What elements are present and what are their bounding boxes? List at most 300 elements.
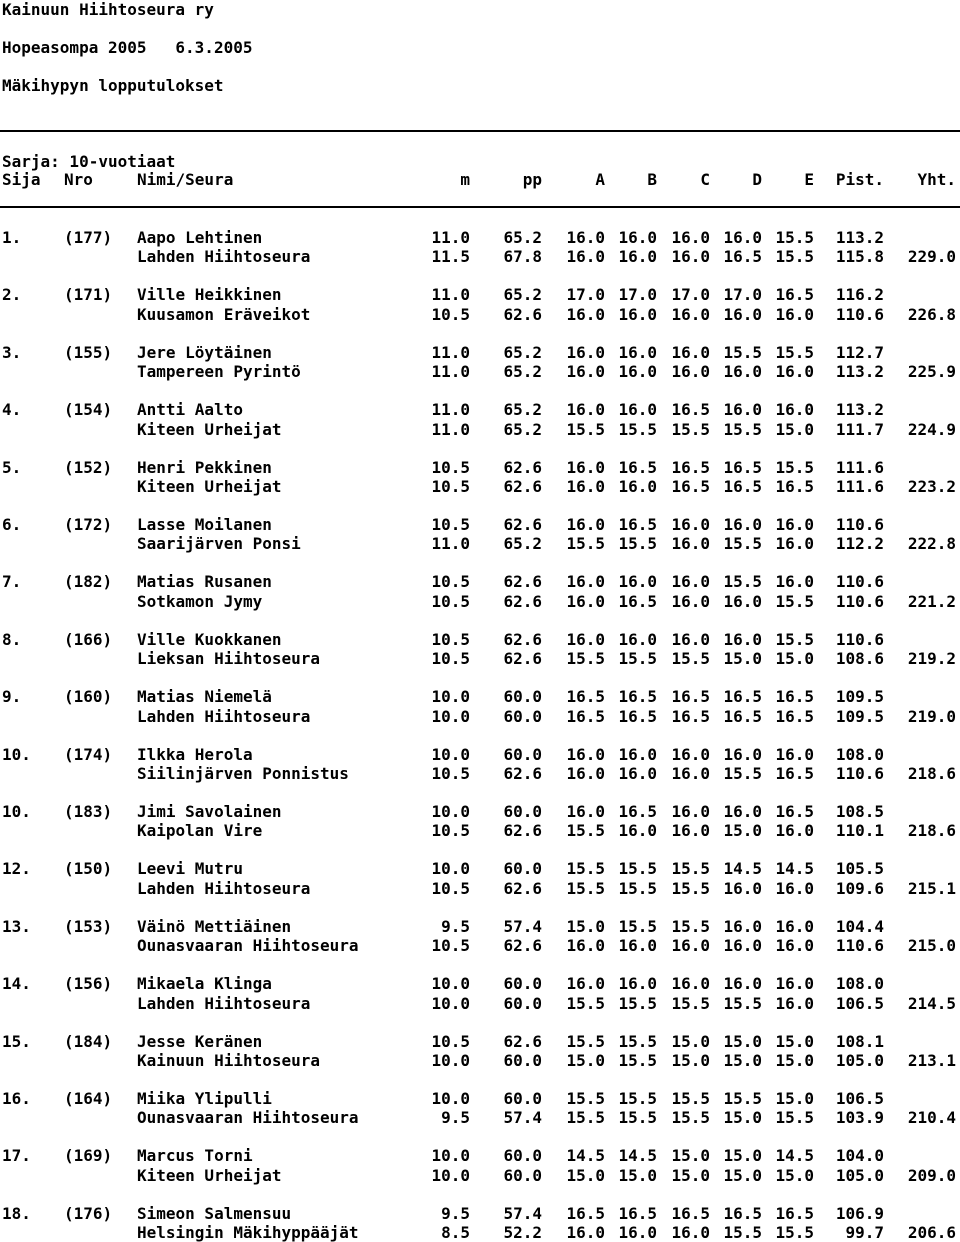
table-row <box>0 477 960 496</box>
total-cell: 215.1 <box>907 879 956 898</box>
judge-d-cell: 17.0 <box>723 285 762 304</box>
judge-e-cell: 16.0 <box>775 305 814 324</box>
distance-cell: 9.5 <box>441 917 470 936</box>
judge-d-cell: 15.5 <box>723 994 762 1013</box>
distance-points-cell: 62.6 <box>503 630 542 649</box>
points-cell: 108.0 <box>835 745 884 764</box>
bib-number-cell: (160) <box>64 687 113 706</box>
judge-a-cell: 15.5 <box>566 649 605 668</box>
distance-points-cell: 60.0 <box>503 1166 542 1185</box>
col-name: Nimi/Seura <box>137 170 234 189</box>
judge-d-cell: 15.0 <box>723 1051 762 1070</box>
col-points: Pist. <box>835 170 884 189</box>
judge-b-cell: 16.0 <box>618 228 657 247</box>
distance-points-cell: 60.0 <box>503 802 542 821</box>
bib-number-cell: (176) <box>64 1204 113 1223</box>
judge-e-cell: 16.0 <box>775 821 814 840</box>
judge-a-cell: 16.5 <box>566 1204 605 1223</box>
athlete-name-cell: Lasse Moilanen <box>137 515 272 534</box>
points-cell: 109.5 <box>835 707 884 726</box>
judge-a-cell: 16.0 <box>566 247 605 266</box>
judge-a-cell: 16.0 <box>566 228 605 247</box>
club-title: Kainuun Hiihtoseura ry <box>2 0 214 19</box>
table-row <box>0 879 960 898</box>
bib-number-cell: (182) <box>64 572 113 591</box>
points-cell: 113.2 <box>835 228 884 247</box>
table-row <box>0 285 960 304</box>
bib-number-cell: (164) <box>64 1089 113 1108</box>
distance-points-cell: 62.6 <box>503 821 542 840</box>
bib-number-cell: (169) <box>64 1146 113 1165</box>
distance-points-cell: 65.2 <box>503 420 542 439</box>
distance-points-cell: 57.4 <box>503 917 542 936</box>
distance-points-cell: 62.6 <box>503 649 542 668</box>
distance-cell: 10.0 <box>431 1146 470 1165</box>
judge-a-cell: 16.0 <box>566 477 605 496</box>
table-row <box>0 630 960 649</box>
distance-points-cell: 62.6 <box>503 879 542 898</box>
club-name-cell: Ounasvaaran Hiihtoseura <box>137 1108 359 1127</box>
table-row <box>0 917 960 936</box>
judge-e-cell: 15.5 <box>775 228 814 247</box>
points-cell: 106.5 <box>835 1089 884 1108</box>
event-date: 6.3.2005 <box>175 38 253 57</box>
judge-e-cell: 16.5 <box>775 687 814 706</box>
total-cell: 226.8 <box>907 305 956 324</box>
points-cell: 110.1 <box>835 821 884 840</box>
judge-a-cell: 15.0 <box>566 917 605 936</box>
athlete-name-cell: Miika Ylipulli <box>137 1089 272 1108</box>
judge-e-cell: 15.0 <box>775 1051 814 1070</box>
judge-c-cell: 16.0 <box>671 821 710 840</box>
bib-number-cell: (184) <box>64 1032 113 1051</box>
distance-cell: 11.0 <box>431 420 470 439</box>
distance-points-cell: 62.6 <box>503 936 542 955</box>
distance-cell: 10.5 <box>431 630 470 649</box>
judge-e-cell: 16.0 <box>775 362 814 381</box>
distance-points-cell: 60.0 <box>503 687 542 706</box>
points-cell: 106.5 <box>835 994 884 1013</box>
col-rank: Sija <box>2 170 41 189</box>
judge-d-cell: 16.0 <box>723 974 762 993</box>
judge-b-cell: 16.0 <box>618 630 657 649</box>
points-cell: 110.6 <box>835 936 884 955</box>
judge-a-cell: 16.0 <box>566 764 605 783</box>
distance-points-cell: 65.2 <box>503 400 542 419</box>
club-name-cell: Sotkamon Jymy <box>137 592 263 611</box>
distance-cell: 11.0 <box>431 534 470 553</box>
judge-e-cell: 16.0 <box>775 745 814 764</box>
judge-d-cell: 16.0 <box>723 802 762 821</box>
rank-cell: 3. <box>2 343 22 362</box>
judge-d-cell: 15.5 <box>723 1089 762 1108</box>
athlete-name-cell: Väinö Mettiäinen <box>137 917 292 936</box>
judge-b-cell: 15.5 <box>618 420 657 439</box>
distance-cell: 11.0 <box>431 228 470 247</box>
total-cell: 210.4 <box>907 1108 956 1127</box>
judge-b-cell: 16.0 <box>618 572 657 591</box>
judge-a-cell: 16.0 <box>566 515 605 534</box>
table-row <box>0 572 960 591</box>
table-row <box>0 764 960 783</box>
top-divider <box>0 130 960 132</box>
distance-cell: 10.5 <box>431 305 470 324</box>
judge-e-cell: 15.5 <box>775 630 814 649</box>
judge-a-cell: 15.0 <box>566 1166 605 1185</box>
judge-d-cell: 15.5 <box>723 764 762 783</box>
judge-d-cell: 16.5 <box>723 477 762 496</box>
judge-b-cell: 15.5 <box>618 1108 657 1127</box>
distance-points-cell: 65.2 <box>503 343 542 362</box>
points-cell: 110.6 <box>835 515 884 534</box>
points-cell: 111.6 <box>835 458 884 477</box>
judge-e-cell: 16.0 <box>775 515 814 534</box>
athlete-name-cell: Antti Aalto <box>137 400 243 419</box>
judge-a-cell: 15.5 <box>566 879 605 898</box>
judge-a-cell: 16.0 <box>566 974 605 993</box>
points-cell: 112.7 <box>835 343 884 362</box>
judge-b-cell: 15.5 <box>618 994 657 1013</box>
athlete-name-cell: Ville Heikkinen <box>137 285 282 304</box>
rank-cell: 7. <box>2 572 22 591</box>
bib-number-cell: (155) <box>64 343 113 362</box>
distance-cell: 11.0 <box>431 400 470 419</box>
judge-d-cell: 16.5 <box>723 707 762 726</box>
judge-b-cell: 17.0 <box>618 285 657 304</box>
points-cell: 106.9 <box>835 1204 884 1223</box>
rank-cell: 9. <box>2 687 22 706</box>
col-total: Yht. <box>917 170 956 189</box>
rank-cell: 10. <box>2 802 31 821</box>
judge-c-cell: 15.0 <box>671 1032 710 1051</box>
distance-cell: 10.0 <box>431 1051 470 1070</box>
points-cell: 105.0 <box>835 1051 884 1070</box>
total-cell: 221.2 <box>907 592 956 611</box>
judge-a-cell: 16.5 <box>566 687 605 706</box>
athlete-name-cell: Jesse Keränen <box>137 1032 263 1051</box>
athlete-name-cell: Aapo Lehtinen <box>137 228 263 247</box>
judge-a-cell: 16.0 <box>566 936 605 955</box>
distance-points-cell: 62.6 <box>503 515 542 534</box>
rank-cell: 8. <box>2 630 22 649</box>
judge-a-cell: 15.5 <box>566 1108 605 1127</box>
distance-points-cell: 52.2 <box>503 1223 542 1242</box>
judge-d-cell: 16.5 <box>723 1204 762 1223</box>
distance-cell: 10.5 <box>431 649 470 668</box>
points-cell: 99.7 <box>845 1223 884 1242</box>
judge-d-cell: 15.5 <box>723 343 762 362</box>
distance-cell: 10.5 <box>431 821 470 840</box>
judge-a-cell: 15.5 <box>566 1089 605 1108</box>
total-cell: 223.2 <box>907 477 956 496</box>
judge-e-cell: 16.5 <box>775 764 814 783</box>
points-cell: 110.6 <box>835 592 884 611</box>
judge-e-cell: 14.5 <box>775 859 814 878</box>
athlete-name-cell: Marcus Torni <box>137 1146 253 1165</box>
judge-d-cell: 16.0 <box>723 936 762 955</box>
club-name-cell: Kiteen Urheijat <box>137 1166 282 1185</box>
club-name-cell: Lahden Hiihtoseura <box>137 879 311 898</box>
table-row <box>0 1204 960 1223</box>
judge-b-cell: 15.5 <box>618 859 657 878</box>
distance-cell: 10.5 <box>431 572 470 591</box>
distance-cell: 9.5 <box>441 1108 470 1127</box>
judge-b-cell: 16.0 <box>618 343 657 362</box>
club-name-cell: Ounasvaaran Hiihtoseura <box>137 936 359 955</box>
judge-a-cell: 16.0 <box>566 802 605 821</box>
distance-points-cell: 67.8 <box>503 247 542 266</box>
distance-points-cell: 60.0 <box>503 994 542 1013</box>
judge-d-cell: 16.0 <box>723 745 762 764</box>
judge-c-cell: 15.5 <box>671 1089 710 1108</box>
total-cell: 225.9 <box>907 362 956 381</box>
judge-a-cell: 15.5 <box>566 821 605 840</box>
table-row <box>0 343 960 362</box>
bib-number-cell: (177) <box>64 228 113 247</box>
judge-c-cell: 15.0 <box>671 1146 710 1165</box>
bib-number-cell: (174) <box>64 745 113 764</box>
table-row <box>0 420 960 439</box>
athlete-name-cell: Ville Kuokkanen <box>137 630 282 649</box>
distance-points-cell: 62.6 <box>503 764 542 783</box>
judge-c-cell: 15.5 <box>671 420 710 439</box>
judge-b-cell: 15.5 <box>618 1051 657 1070</box>
rank-cell: 15. <box>2 1032 31 1051</box>
judge-d-cell: 15.0 <box>723 649 762 668</box>
bib-number-cell: (183) <box>64 802 113 821</box>
bib-number-cell: (154) <box>64 400 113 419</box>
judge-e-cell: 16.5 <box>775 707 814 726</box>
judge-a-cell: 15.5 <box>566 994 605 1013</box>
distance-cell: 9.5 <box>441 1204 470 1223</box>
table-row <box>0 802 960 821</box>
points-cell: 104.0 <box>835 1146 884 1165</box>
col-judge-a: A <box>595 170 605 189</box>
judge-c-cell: 15.5 <box>671 859 710 878</box>
distance-points-cell: 62.6 <box>503 572 542 591</box>
total-cell: 219.2 <box>907 649 956 668</box>
judge-c-cell: 16.0 <box>671 515 710 534</box>
event-line <box>2 38 252 57</box>
total-cell: 206.6 <box>907 1223 956 1242</box>
total-cell: 213.1 <box>907 1051 956 1070</box>
judge-c-cell: 15.5 <box>671 1108 710 1127</box>
rank-cell: 6. <box>2 515 22 534</box>
judge-e-cell: 15.5 <box>775 343 814 362</box>
table-row <box>0 1223 960 1242</box>
judge-a-cell: 15.0 <box>566 1051 605 1070</box>
distance-points-cell: 62.6 <box>503 477 542 496</box>
judge-e-cell: 15.5 <box>775 1108 814 1127</box>
judge-a-cell: 15.5 <box>566 420 605 439</box>
points-cell: 108.6 <box>835 649 884 668</box>
points-cell: 110.6 <box>835 572 884 591</box>
judge-a-cell: 16.5 <box>566 707 605 726</box>
table-row <box>0 534 960 553</box>
judge-c-cell: 16.0 <box>671 630 710 649</box>
rank-cell: 14. <box>2 974 31 993</box>
series-label: Sarja: 10-vuotiaat <box>2 152 176 171</box>
judge-c-cell: 15.5 <box>671 649 710 668</box>
distance-points-cell: 60.0 <box>503 1146 542 1165</box>
table-row <box>0 515 960 534</box>
judge-c-cell: 16.0 <box>671 247 710 266</box>
distance-cell: 10.5 <box>431 879 470 898</box>
table-row <box>0 745 960 764</box>
points-cell: 104.4 <box>835 917 884 936</box>
col-judge-d: D <box>752 170 762 189</box>
rank-cell: 13. <box>2 917 31 936</box>
judge-c-cell: 16.0 <box>671 592 710 611</box>
distance-cell: 10.0 <box>431 1089 470 1108</box>
col-judge-b: B <box>647 170 657 189</box>
judge-a-cell: 16.0 <box>566 1223 605 1242</box>
points-cell: 109.5 <box>835 687 884 706</box>
bib-number-cell: (153) <box>64 917 113 936</box>
distance-points-cell: 65.2 <box>503 228 542 247</box>
athlete-name-cell: Mikaela Klinga <box>137 974 272 993</box>
distance-cell: 10.0 <box>431 1166 470 1185</box>
judge-b-cell: 15.5 <box>618 534 657 553</box>
judge-d-cell: 16.0 <box>723 630 762 649</box>
table-row <box>0 936 960 955</box>
judge-d-cell: 16.0 <box>723 879 762 898</box>
page-subtitle: Mäkihypyn lopputulokset <box>2 76 224 95</box>
judge-e-cell: 16.0 <box>775 534 814 553</box>
total-cell: 209.0 <box>907 1166 956 1185</box>
bib-number-cell: (166) <box>64 630 113 649</box>
distance-points-cell: 60.0 <box>503 1051 542 1070</box>
judge-d-cell: 16.5 <box>723 247 762 266</box>
judge-a-cell: 14.5 <box>566 1146 605 1165</box>
distance-points-cell: 65.2 <box>503 362 542 381</box>
club-name-cell: Kainuun Hiihtoseura <box>137 1051 321 1070</box>
distance-cell: 10.5 <box>431 515 470 534</box>
points-cell: 105.0 <box>835 1166 884 1185</box>
table-row <box>0 974 960 993</box>
distance-points-cell: 60.0 <box>503 974 542 993</box>
distance-points-cell: 65.2 <box>503 285 542 304</box>
total-cell: 219.0 <box>907 707 956 726</box>
judge-e-cell: 15.0 <box>775 649 814 668</box>
distance-cell: 10.0 <box>431 859 470 878</box>
judge-e-cell: 14.5 <box>775 1146 814 1165</box>
judge-b-cell: 16.0 <box>618 745 657 764</box>
judge-e-cell: 16.5 <box>775 1204 814 1223</box>
rank-cell: 10. <box>2 745 31 764</box>
points-cell: 108.1 <box>835 1032 884 1051</box>
judge-a-cell: 16.0 <box>566 458 605 477</box>
judge-c-cell: 16.0 <box>671 343 710 362</box>
club-name-cell: Lahden Hiihtoseura <box>137 707 311 726</box>
total-cell: 218.6 <box>907 764 956 783</box>
judge-d-cell: 15.0 <box>723 1108 762 1127</box>
table-row <box>0 859 960 878</box>
athlete-name-cell: Ilkka Herola <box>137 745 253 764</box>
header-divider <box>0 206 960 208</box>
table-row <box>0 1089 960 1108</box>
club-name-cell: Helsingin Mäkihyppääjät <box>137 1223 359 1242</box>
judge-d-cell: 14.5 <box>723 859 762 878</box>
judge-b-cell: 16.5 <box>618 592 657 611</box>
judge-e-cell: 15.5 <box>775 458 814 477</box>
points-cell: 111.6 <box>835 477 884 496</box>
distance-cell: 10.5 <box>431 764 470 783</box>
total-cell: 218.6 <box>907 821 956 840</box>
distance-points-cell: 62.6 <box>503 458 542 477</box>
table-row <box>0 649 960 668</box>
judge-e-cell: 15.5 <box>775 1223 814 1242</box>
judge-e-cell: 16.0 <box>775 994 814 1013</box>
judge-d-cell: 15.5 <box>723 572 762 591</box>
judge-a-cell: 15.5 <box>566 534 605 553</box>
points-cell: 108.5 <box>835 802 884 821</box>
table-row <box>0 362 960 381</box>
judge-c-cell: 16.0 <box>671 936 710 955</box>
judge-b-cell: 16.0 <box>618 305 657 324</box>
judge-c-cell: 16.5 <box>671 687 710 706</box>
distance-cell: 11.0 <box>431 343 470 362</box>
bib-number-cell: (150) <box>64 859 113 878</box>
bib-number-cell: (171) <box>64 285 113 304</box>
judge-e-cell: 16.0 <box>775 936 814 955</box>
total-cell: 222.8 <box>907 534 956 553</box>
judge-b-cell: 15.5 <box>618 1089 657 1108</box>
distance-cell: 8.5 <box>441 1223 470 1242</box>
judge-d-cell: 15.0 <box>723 1032 762 1051</box>
judge-a-cell: 16.0 <box>566 745 605 764</box>
judge-a-cell: 15.5 <box>566 859 605 878</box>
col-number: Nro <box>64 170 93 189</box>
table-row <box>0 1146 960 1165</box>
judge-d-cell: 16.5 <box>723 687 762 706</box>
judge-c-cell: 16.0 <box>671 764 710 783</box>
judge-e-cell: 15.5 <box>775 247 814 266</box>
judge-c-cell: 16.5 <box>671 1204 710 1223</box>
distance-points-cell: 62.6 <box>503 592 542 611</box>
judge-e-cell: 16.5 <box>775 477 814 496</box>
distance-points-cell: 60.0 <box>503 1089 542 1108</box>
distance-points-cell: 62.6 <box>503 305 542 324</box>
athlete-name-cell: Matias Niemelä <box>137 687 272 706</box>
points-cell: 103.9 <box>835 1108 884 1127</box>
judge-d-cell: 16.0 <box>723 228 762 247</box>
judge-b-cell: 16.5 <box>618 1204 657 1223</box>
judge-b-cell: 16.5 <box>618 687 657 706</box>
rank-cell: 2. <box>2 285 22 304</box>
judge-c-cell: 17.0 <box>671 285 710 304</box>
points-cell: 115.8 <box>835 247 884 266</box>
judge-a-cell: 16.0 <box>566 305 605 324</box>
judge-a-cell: 16.0 <box>566 572 605 591</box>
judge-d-cell: 16.0 <box>723 515 762 534</box>
table-row <box>0 247 960 266</box>
bib-number-cell: (156) <box>64 974 113 993</box>
rank-cell: 17. <box>2 1146 31 1165</box>
col-judge-e: E <box>804 170 814 189</box>
judge-d-cell: 15.0 <box>723 821 762 840</box>
athlete-name-cell: Henri Pekkinen <box>137 458 272 477</box>
judge-d-cell: 15.5 <box>723 1223 762 1242</box>
points-cell: 112.2 <box>835 534 884 553</box>
judge-b-cell: 16.0 <box>618 477 657 496</box>
table-row <box>0 994 960 1013</box>
table-row <box>0 687 960 706</box>
bib-number-cell: (172) <box>64 515 113 534</box>
distance-cell: 10.0 <box>431 745 470 764</box>
distance-cell: 11.5 <box>431 247 470 266</box>
table-row <box>0 1051 960 1070</box>
